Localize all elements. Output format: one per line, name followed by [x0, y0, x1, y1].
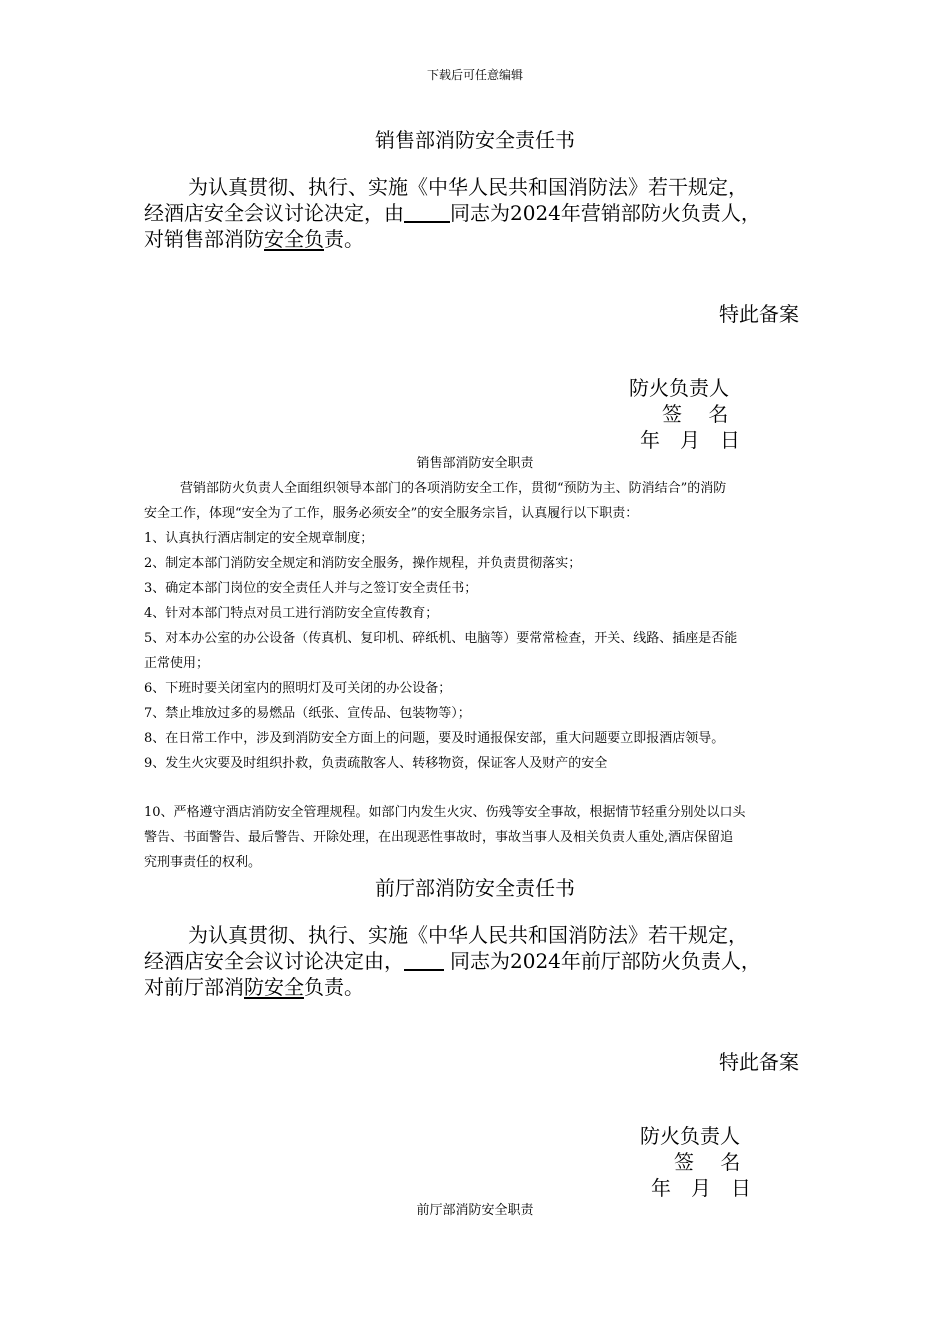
duty-item: 究刑事责任的权利。 — [144, 855, 262, 870]
frontdesk-record-note: 特此备案 — [719, 1050, 799, 1074]
frontdesk-sign-date: 年 月 日 — [651, 1176, 751, 1200]
name-blank[interactable] — [404, 203, 450, 223]
duty-item: 5、对本办公室的办公设备（传真机、复印机、碎纸机、电脑等）要常常检查，开关、线路、插座是否能 — [144, 631, 738, 646]
frontdesk-para-line-2: 经酒店安全会议讨论决定由， 同志为2024年前厅部防火负责人， — [144, 949, 761, 973]
duty-item: 警告、书面警告、最后警告、开除处理，在出现恶性事故时，事故当事人及相关负责人重处,酒店保留追 — [144, 830, 734, 845]
sales-sign-date: 年 月 日 — [640, 428, 740, 452]
frontdesk-responsibility-title: 前厅部消防安全责任书 — [375, 876, 575, 900]
sales-para-line-2: 经酒店安全会议讨论决定，由 同志为2024年营销部防火负责人， — [144, 201, 761, 225]
name-blank[interactable] — [404, 951, 444, 971]
frontdesk-duties-title: 前厅部消防安全职责 — [416, 1203, 534, 1218]
sales-para-line-1: 为认真贯彻、执行、实施《中华人民共和国消防法》若干规定， — [188, 175, 748, 199]
duty-item: 4、针对本部门特点对员工进行消防安全宣传教育； — [144, 606, 439, 621]
frontdesk-responsibility-paragraph — [144, 922, 824, 1000]
page-header-note: 下载后可任意编辑 — [426, 68, 523, 82]
duty-item: 9、发生火灾要及时组织扑救，负责疏散客人、转移物资，保证客人及财产的安全 — [144, 756, 608, 771]
sales-responsibility-title: 销售部消防安全责任书 — [375, 128, 575, 152]
frontdesk-para-line-3: 对前厅部消防安全负责。 — [144, 975, 364, 999]
sales-duties-intro-1: 营销部防火负责人全面组织领导本部门的各项消防安全工作，贯彻“预防为主、防消结合”的消防 — [180, 481, 727, 496]
sales-para-line-3: 对销售部消防安全负责。 — [144, 227, 364, 251]
sales-duties-title: 销售部消防安全职责 — [416, 456, 534, 471]
frontdesk-sign-name: 签 名 — [674, 1150, 741, 1174]
duty-item: 正常使用； — [144, 656, 210, 671]
sales-sign-person: 防火负责人 — [629, 376, 729, 400]
duty-item: 1、认真执行酒店制定的安全规章制度； — [144, 531, 374, 546]
duty-item: 6、下班时要关闭室内的照明灯及可关闭的办公设备； — [144, 681, 452, 696]
duty-item: 10、严格遵守酒店消防安全管理规程。如部门内发生火灾、伤残等安全事故，根据情节轻重分别处以口头 — [144, 805, 746, 820]
sales-responsibility-paragraph — [144, 174, 824, 252]
sales-sign-name: 签 名 — [662, 402, 729, 426]
sales-record-note: 特此备案 — [719, 302, 799, 326]
sales-duties-intro-2: 安全工作，体现“安全为了工作，服务必须安全”的安全服务宗旨，认真履行以下职责： — [144, 506, 639, 521]
duty-item: 2、制定本部门消防安全规定和消防安全服务，操作规程，并负责贯彻落实； — [144, 556, 582, 571]
frontdesk-para-line-1: 为认真贯彻、执行、实施《中华人民共和国消防法》若干规定， — [188, 923, 748, 947]
frontdesk-sign-person: 防火负责人 — [640, 1124, 740, 1148]
duty-item: 8、在日常工作中，涉及到消防安全方面上的问题，要及时通报保安部，重大问题要立即报酒店领导。 — [144, 731, 725, 746]
duty-item: 7、禁止堆放过多的易燃品（纸张、宣传品、包装物等）； — [144, 706, 471, 721]
duty-item: 3、确定本部门岗位的安全责任人并与之签订安全责任书； — [144, 581, 478, 596]
